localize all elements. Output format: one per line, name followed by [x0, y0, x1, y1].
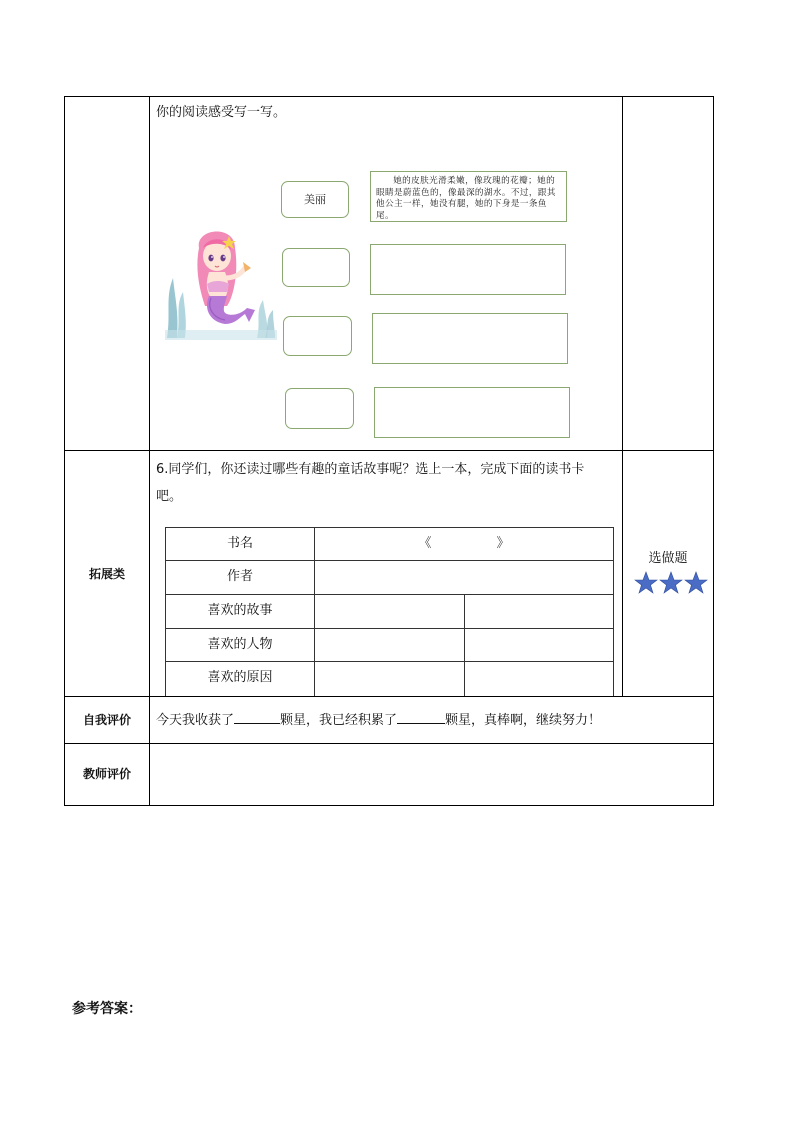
card-label-favorite-character: 喜欢的人物 [207, 637, 273, 652]
star-icon [685, 572, 707, 593]
star-rating [634, 571, 709, 597]
card-label-favorite-story: 喜欢的故事 [207, 603, 273, 618]
card-value-title[interactable]: 《 》 [418, 536, 510, 551]
star-icon [635, 572, 657, 593]
self-eval-part-b: 颗星，我已经积累了 [280, 713, 398, 728]
difficulty-label: 选做题 [648, 551, 688, 566]
description-box-1: 她的皮肤光滑柔嫩，像玫瑰的花瓣；她的眼睛是蔚蓝色的，像最深的湖水。不过，跟其他公主一样，她没有腿，她的下身是一条鱼尾。 [370, 171, 567, 222]
category-self-evaluation: 自我评价 [82, 713, 131, 727]
description-box-4[interactable] [374, 387, 570, 438]
category-extension: 拓展类 [88, 567, 125, 581]
question-6-line2: 吧。 [156, 489, 183, 504]
star-icon [660, 572, 682, 593]
stars-earned-blank[interactable] [234, 711, 280, 724]
card-label-favorite-reason: 喜欢的原因 [207, 670, 273, 685]
trait-box-1-label: 美丽 [304, 193, 326, 206]
trait-box-2[interactable] [282, 248, 350, 287]
card-label-author: 作者 [226, 569, 253, 584]
mermaid-illustration [165, 218, 277, 340]
self-eval-part-c: 颗星，真棒啊，继续努力！ [445, 713, 602, 728]
category-teacher-evaluation: 教师评价 [82, 767, 131, 781]
question-6-line1: 6.同学们，你还读过哪些有趣的童话故事呢？选上一本，完成下面的读书卡 [156, 462, 585, 477]
self-eval-part-a: 今天我收获了 [156, 713, 235, 728]
trait-box-4[interactable] [285, 388, 354, 429]
description-box-3[interactable] [372, 313, 568, 364]
stars-accumulated-blank[interactable] [397, 711, 445, 724]
row1-instruction: 你的阅读感受写一写。 [156, 105, 287, 120]
trait-box-1[interactable] [281, 181, 349, 218]
description-box-2[interactable] [370, 244, 566, 295]
answer-heading: 参考答案： [72, 1001, 142, 1017]
trait-box-3[interactable] [283, 316, 352, 356]
self-evaluation-text [156, 711, 601, 730]
teacher-evaluation-area[interactable] [150, 744, 713, 805]
card-label-title: 书名 [226, 536, 253, 551]
